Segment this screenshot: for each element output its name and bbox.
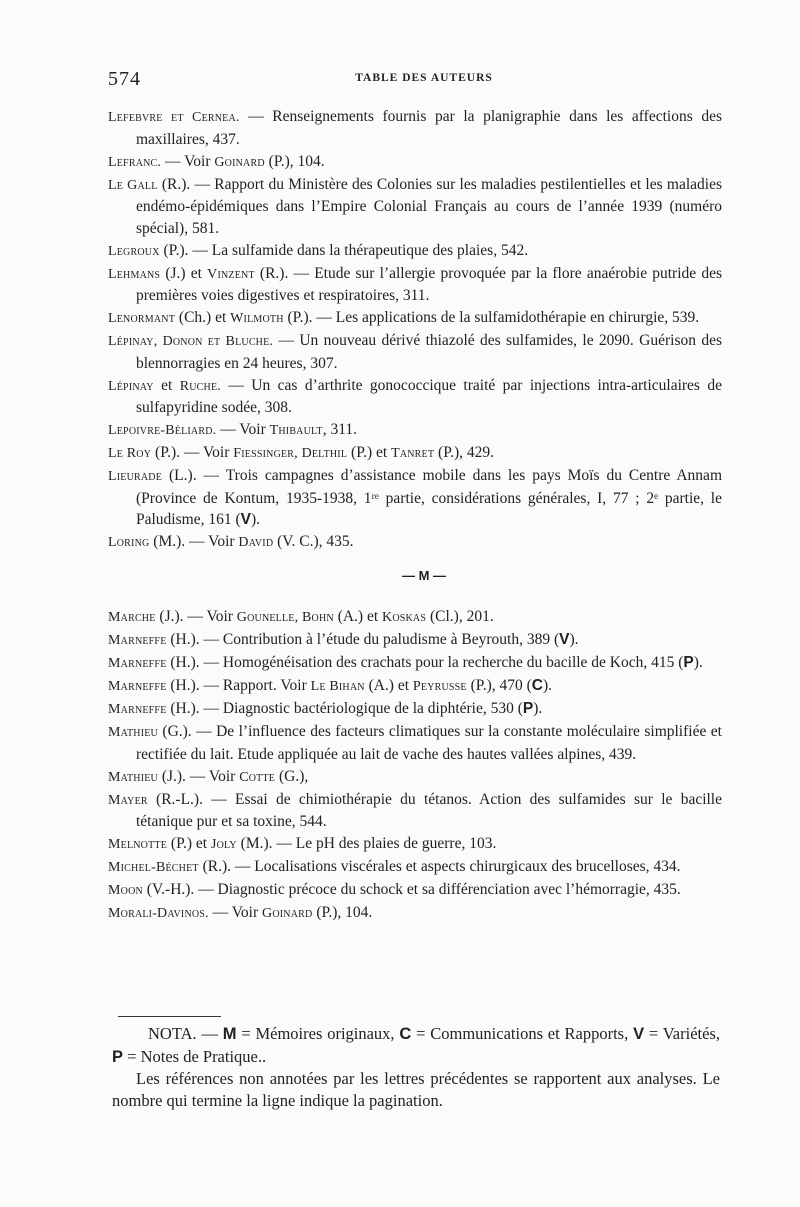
entry-author: Lefranc. <box>108 154 162 170</box>
entry-author: Michel-Béchet <box>108 860 199 875</box>
entry-text: (H.). — Homogénéisation des crachats pour la recherche du bacille de Koch, 415 ( <box>166 654 684 671</box>
index-entry <box>108 606 722 629</box>
entry-author: Mayer <box>108 792 148 808</box>
index-entry <box>108 856 722 879</box>
entry-text: — Voir <box>208 904 263 921</box>
index-entry <box>108 375 722 419</box>
entry-author: Lépinay, Donon et Bluche. <box>108 334 274 349</box>
index-entry <box>108 465 722 531</box>
nota-p: P <box>112 1047 124 1066</box>
entry-reference: Vinzent <box>207 266 255 282</box>
entry-reference: Gounelle, Bohn <box>236 610 334 625</box>
index-entry <box>108 330 722 374</box>
entry-text: (J.). — Voir <box>157 767 240 785</box>
entry-text: ). <box>542 677 553 694</box>
entry-author: Marche <box>108 610 156 625</box>
footnote-rule <box>118 1016 221 1017</box>
entry-text: (G.). — De l’influence des facteurs climatiques sur la constante moléculaire simplifiée et rectifiée du lait. Etude appliquée au lait de vache des hautes vallées alpines, 439. <box>136 723 722 763</box>
entry-text: ). <box>533 700 543 717</box>
entry-text: (P.), 470 ( <box>466 677 532 694</box>
index-entry <box>108 307 722 330</box>
entry-reference: Thibault <box>269 423 323 438</box>
entry-reference: David <box>238 535 274 550</box>
entry-category: P <box>522 700 534 717</box>
entry-reference: Koskas <box>382 610 427 625</box>
nota-p-text: = Notes de Pratique.. <box>123 1046 267 1066</box>
entry-text: ). <box>569 631 579 648</box>
index-entry <box>108 106 722 150</box>
entry-text: (P.), 104. <box>312 904 373 921</box>
entry-author: Lieurade <box>108 469 163 484</box>
entry-text: (P.), 429. <box>434 444 495 461</box>
entry-author: Lepoivre-Béliard. <box>108 423 217 438</box>
entry-text: , 311. <box>322 421 358 438</box>
entry-author: Marneffe <box>108 633 167 648</box>
entry-text: (J.) et <box>160 264 208 282</box>
entry-text: (L.). — Trois campagnes d’assistance mobile dans les pays Moïs du Centre Annam (Province de Kontum, 1935-1938, 1ʳᵉ partie, considérations générales, I, 77 ; 2ᵉ partie, le Paludisme, 161 ( <box>136 467 722 528</box>
entry-text: (P.), 104. <box>264 152 325 170</box>
entry-reference: Le Bihan <box>310 679 365 694</box>
entry-text: — Un cas d’arthrite gonococcique traité par injections intra-articulaires de sulfapyridine sodée, 308. <box>136 376 723 416</box>
entry-text: (H.). — Diagnostic bactériologique de la diphtérie, 530 ( <box>166 700 523 717</box>
index-entry <box>108 833 722 856</box>
index-entry <box>108 174 722 240</box>
index-entry <box>108 263 722 307</box>
entry-author: Lépinay <box>108 378 154 394</box>
entry-reference: Ruche. <box>179 378 221 394</box>
entry-text: et <box>153 376 180 394</box>
entry-text: — Un nouveau dérivé thiazolé des sulfamides, le 2090. Guérison des blennorragies en 24 heures, 307. <box>136 332 722 372</box>
entry-category: V <box>559 631 570 648</box>
entry-text: (Ch.) et <box>175 309 231 326</box>
entry-text: (P.). — Voir <box>151 444 234 461</box>
entry-reference: Peyrusse <box>412 679 467 694</box>
entry-text: (V.-H.). — Diagnostic précoce du schock et sa différenciation avec l’hémorragie, 435. <box>142 881 681 898</box>
entry-text: (J.). — Voir <box>155 608 237 625</box>
entry-text: (P.). — Les applications de la sulfamidothérapie en chirurgie, 539. <box>283 309 700 326</box>
index-entry <box>108 151 722 174</box>
entry-author: Lenormant <box>108 311 176 326</box>
entry-category: C <box>531 677 543 694</box>
nota-explanation: Les références non annotées par les lettres précédentes se rapportent aux analyses. Le nombre qui termine la ligne indique la pagination. <box>112 1069 720 1110</box>
entry-author: Loring <box>108 535 150 550</box>
entry-author: Mathieu <box>108 769 158 785</box>
entry-text: ). <box>250 511 261 528</box>
nota-c-text: = Communications et Rapports, <box>411 1024 634 1043</box>
entry-author: Legroux <box>108 243 160 259</box>
entry-author: Mathieu <box>108 725 158 740</box>
index-entry <box>108 698 722 721</box>
entry-author: Marneffe <box>108 656 167 671</box>
entry-text: (A.) et <box>333 608 383 625</box>
entry-text: (R.). — Etude sur l’allergie provoquée par la flore anaérobie putride des premières voies digestives et respiratoires, 311. <box>136 264 722 304</box>
section-l-entries <box>108 106 722 554</box>
entry-text: (A.) et <box>364 677 413 694</box>
nota-v: V <box>633 1025 645 1043</box>
entry-reference: Joly <box>210 837 237 852</box>
entry-author: Melnotte <box>108 837 168 852</box>
entry-text: (M.). — Voir <box>149 533 239 550</box>
index-entry <box>108 629 722 652</box>
entry-text: (G.), <box>275 767 309 785</box>
nota-block <box>112 1023 720 1111</box>
index-entry <box>108 419 722 442</box>
entry-text: (R.). — Localisations viscérales et aspects chirurgicaux des brucelloses, 434. <box>198 858 681 875</box>
index-entry <box>108 652 722 675</box>
entry-author: Le Gall <box>108 177 158 193</box>
entry-text: (H.). — Rapport. Voir <box>166 677 311 694</box>
entry-author: Marneffe <box>108 679 167 694</box>
entry-text: (H.). — Contribution à l’étude du paludisme à Beyrouth, 389 ( <box>166 631 560 648</box>
entry-text: (V. C.), 435. <box>273 533 354 550</box>
index-entry <box>108 902 722 925</box>
index-entry <box>108 721 722 765</box>
entry-text: — Voir <box>161 152 215 170</box>
entry-text: (P.) et <box>167 835 211 852</box>
entry-reference: Cotte <box>239 769 276 785</box>
entry-text: (R.). — Rapport du Ministère des Colonies sur les maladies pestilentielles et les maladies endémo-épidémiques dans l’Empire Colonial Français au cours de l’année 1939 (numéro spécial), 581. <box>136 175 723 237</box>
entry-text: (Cl.), 201. <box>426 608 494 625</box>
entry-author: Le Roy <box>108 446 152 461</box>
entry-text: — Renseignements fournis par la planigraphie dans les affections des maxillaires, 437. <box>136 108 722 148</box>
entry-author: Morali-Davinos. <box>108 906 209 921</box>
entry-text: — Voir <box>216 421 270 438</box>
index-entry <box>108 675 722 698</box>
running-head: TABLE DES AUTEURS <box>355 72 493 84</box>
entry-text: (R.-L.). — Essai de chimiothérapie du tétanos. Action des sulfamides sur le bacille tétanique pur et sa toxine, 544. <box>136 790 722 830</box>
index-entry <box>108 879 722 902</box>
section-m-heading: — M — <box>401 568 447 583</box>
entry-reference: Goinard <box>262 906 313 921</box>
nota-v-text: = Variétés, <box>644 1024 720 1043</box>
nota-legend <box>112 1023 720 1068</box>
nota-m: M <box>222 1025 237 1043</box>
section-m-entries <box>108 606 722 925</box>
index-entry <box>108 766 722 789</box>
entry-author: Lefebvre et Cernea. <box>108 110 240 125</box>
index-entry <box>108 531 722 554</box>
nota-m-text: = Mémoires originaux, <box>236 1024 400 1043</box>
entry-reference: Fiessinger, Delthil <box>233 446 348 461</box>
entry-text: (P.). — La sulfamide dans la thérapeutique des plaies, 542. <box>159 241 529 259</box>
nota-lead: NOTA. — <box>148 1024 223 1043</box>
index-entry <box>108 240 722 263</box>
index-entry <box>108 789 722 833</box>
page-number: 574 <box>108 68 141 90</box>
entry-reference: Tanret <box>391 446 435 461</box>
entry-text: (P.) et <box>347 444 392 461</box>
entry-category: P <box>683 654 694 671</box>
entry-author: Lehmans <box>108 266 161 282</box>
entry-category: V <box>240 511 251 528</box>
entry-reference: Goinard <box>214 154 265 170</box>
entry-text: ). <box>693 654 703 671</box>
entry-author: Moon <box>108 883 143 898</box>
nota-c: C <box>399 1025 412 1043</box>
index-entry <box>108 442 722 465</box>
entry-author: Marneffe <box>108 702 167 717</box>
entry-reference: Wilmoth <box>230 311 284 326</box>
entry-text: (M.). — Le pH des plaies de guerre, 103. <box>236 835 497 852</box>
